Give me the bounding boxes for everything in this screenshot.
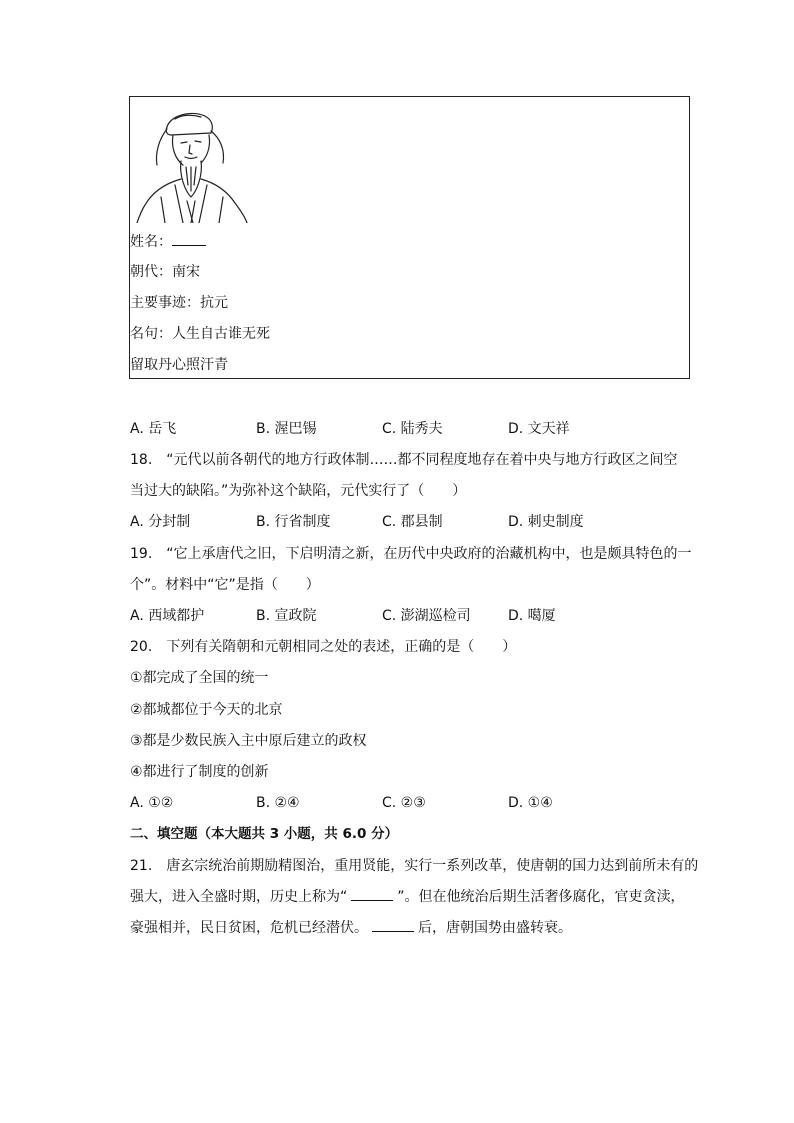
- q20-option-c: C. ②③: [382, 795, 426, 811]
- q21-blank-1: [351, 888, 393, 901]
- q18-stem-line-1: 18. “元代以前各朝代的地方行政体制……都不同程度地存在着中央与地方行政区之间空: [130, 452, 678, 468]
- q20-option-a: A. ①②: [130, 795, 174, 811]
- q20-stem: 20. 下列有关隋朝和元朝相同之处的表述，正确的是（ ）: [130, 639, 517, 655]
- q18-option-a: A. 分封制: [130, 514, 191, 530]
- q21-line-2-end: ”。但在他统治后期生活奢侈腐化，官吏贪渎，: [397, 889, 685, 905]
- q17-option-b: B. 渥巴锡: [256, 421, 317, 437]
- name-field: [130, 233, 210, 251]
- q17-option-d: D. 文天祥: [508, 421, 570, 437]
- q19-option-a: A. 西域都护: [130, 608, 205, 624]
- q19-option-b: B. 宣政院: [256, 608, 317, 624]
- q17-option-c: C. 陆秀夫: [382, 421, 443, 437]
- q20-item-3: ③都是少数民族入主中原后建立的政权: [130, 733, 367, 749]
- name-blank: [172, 233, 206, 246]
- q19-option-c: C. 澎湖巡检司: [382, 608, 471, 624]
- q18-option-c: C. 郡县制: [382, 514, 443, 530]
- q21-line-3: [130, 919, 572, 937]
- q20-option-d: D. ①④: [508, 795, 553, 811]
- figure-card: [129, 96, 690, 379]
- q20-item-4: ④都进行了制度的创新: [130, 764, 269, 780]
- q19-option-d: D. 噶厦: [508, 608, 556, 624]
- q21-line-2-start: 强大，进入全盛时期，历史上称为“: [130, 889, 348, 905]
- q18-option-d: D. 刺史制度: [508, 514, 584, 530]
- section-2-title: 二、填空题（本大题共 3 小题，共 6.0 分）: [130, 826, 399, 842]
- q18-stem-line-2: 当过大的缺陷。”为弥补这个缺陷，元代实行了（ ）: [130, 483, 467, 499]
- q20-item-2: ②都城都位于今天的北京: [130, 702, 283, 718]
- dynasty-line: 朝代：南宋: [130, 264, 200, 280]
- q21-blank-2: [372, 919, 414, 932]
- quote-line-2: 留取丹心照汗青: [130, 357, 228, 373]
- q19-stem-line-2: 个”。材料中“它”是指（ ）: [130, 577, 320, 593]
- name-label: 姓名：: [130, 234, 172, 250]
- q21-line-2: [130, 888, 685, 906]
- deeds-line: 主要事迹：抗元: [130, 295, 228, 311]
- q20-item-1: ①都完成了全国的统一: [130, 670, 269, 686]
- q21-line-3-start: 豪强相并，民日贫困，危机已经潜伏。: [130, 920, 368, 936]
- quote-line-1: 名句：人生自古谁无死: [130, 326, 270, 342]
- q21-line-3-end: 后，唐朝国势由盛转衰。: [418, 920, 572, 936]
- q18-option-b: B. 行省制度: [256, 514, 331, 530]
- q20-option-b: B. ②④: [256, 795, 300, 811]
- q21-line-1: 21. 唐玄宗统治前期励精图治，重用贤能，实行一系列改革，使唐朝的国力达到前所未有的: [130, 858, 699, 874]
- portrait-image: [131, 105, 251, 223]
- q19-stem-line-1: 19. “它上承唐代之旧，下启明清之新，在历代中央政府的治藏机构中，也是颇具特色的一: [130, 546, 692, 562]
- q17-option-a: A. 岳飞: [130, 421, 177, 437]
